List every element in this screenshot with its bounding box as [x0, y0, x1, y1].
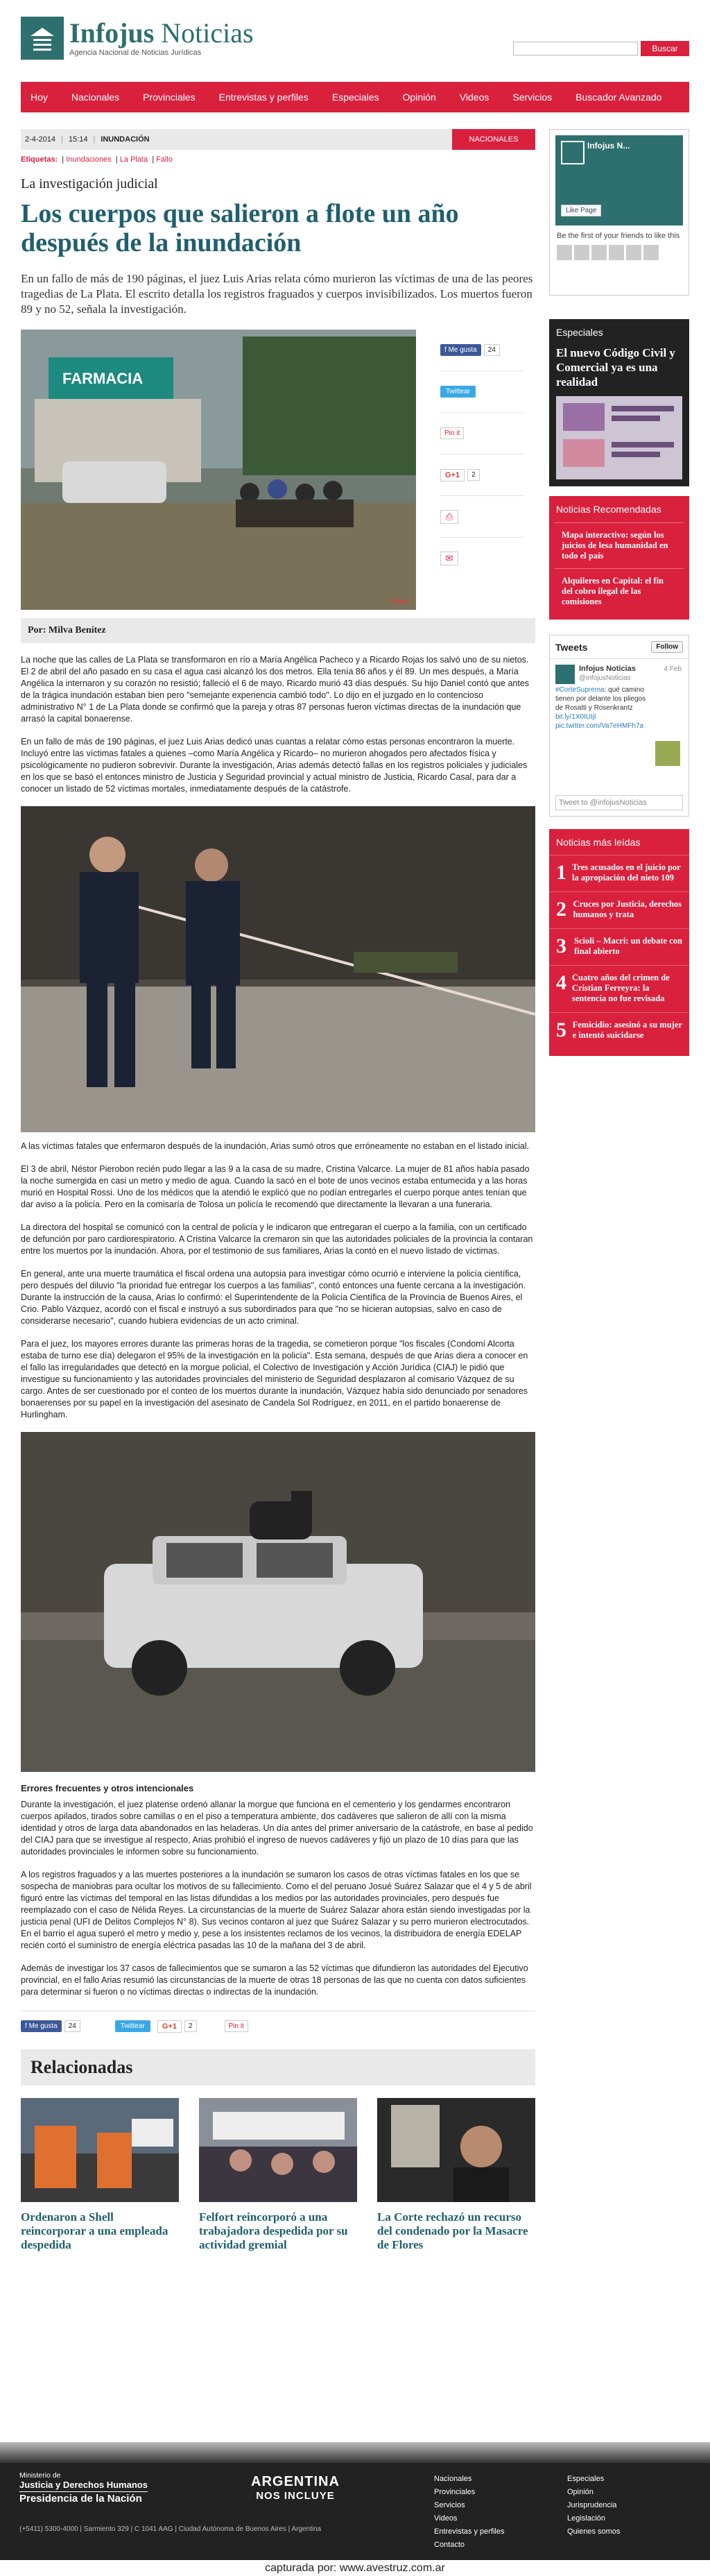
related-grid: [21, 2098, 535, 2252]
most-read-rank: 4: [556, 971, 566, 994]
related-thumb: [199, 2098, 357, 2202]
article-byline: Por: Milva Benítez: [21, 618, 535, 643]
footer-address: (+5411) 5300-4000 | Sarmiento 329 | C 1041 AAG | Ciudad Autónoma de Buenos Aires | Argentina: [19, 2525, 322, 2533]
pin-button[interactable]: Pin it: [225, 2020, 248, 2032]
share-googleplus: [440, 454, 523, 496]
site-header: [0, 0, 710, 82]
most-read-item[interactable]: [549, 892, 689, 929]
hero-sign-text: FARMACIA: [62, 370, 144, 387]
facebook-icon: f: [444, 346, 449, 354]
pin-button[interactable]: Pin it: [440, 427, 464, 439]
nav-item-hoy[interactable]: Hoy: [31, 92, 48, 103]
recommended-title: Noticias Recomendadas: [556, 504, 661, 515]
print-icon[interactable]: ⎙: [440, 510, 458, 524]
paragraph: En general, ante una muerte traumática el fiscal ordena una autopsia para investigar cómo ocurrió e interviene la policía científica, pero después del diluvio "la prioridad fue entregar los cuerpos a las familias", contó entonces una fuente cercana a la investigación. Durante la instrucción de la causa, Arias lo confirmó: el Superintendente de la Policía Científica de la Provincia de Buenos Aires, el Crio. Pablo Vázquez, acordó con el fiscal e instruyó a sus subordinados para que "no se hicieran autopsias, salvo en caso de considerarse necesario", cuando hubiera evidencias de un acto criminal.: [21, 1269, 526, 1326]
tag-link[interactable]: Fallo: [156, 155, 173, 164]
article-lead: En un fallo de más de 190 páginas, el juez Luis Arias relata cómo murieron las víctimas de una de las peores tragedias de La Plata. El escrito detalla los registros fraguados y cuerpos invisibilizados. Los muertos fueron 89 y no 52, señala la investigación.: [21, 272, 533, 316]
especiales-box: [549, 319, 689, 486]
most-read-box: [549, 829, 689, 1056]
share-column: [440, 330, 523, 579]
share-pinterest: [440, 413, 523, 454]
share-twitter: [440, 371, 523, 413]
related-section: [21, 2049, 535, 2252]
footer-link[interactable]: Videos: [434, 2514, 458, 2523]
paragraph: A los registros fraguados y a las muertes posteriores a la inundación se sumaron los casos de otras víctimas fatales en los que se sospecha de maniobras para ocultar los motivos de su fallecimiento. Como el del peruano Josué Suárez Salazar que el 4 y 5 de abril figuró entre las víctimas del temporal en las listas difundidas a los medios por las autoridades provinciales, pero después fue reemplazado con el caso de Nélida Reyes. La circunstancias de la muerte de Suárez Salazar ahora están siendo investigadas por la justicia penal (UFI de Delitos Complejos N° 8). Sus vecinos contaron al juez que Suárez Salazar y su perro murieron electrocutados. En el barrio el agua superó el metro y medio y, pese a los insistentes reclamos de los vecinos, la distribuidora de energía EDELAP recién cortó el suministro de energía eléctrica pasadas las 10 de la mañana del 3 de abril.: [21, 1870, 532, 1950]
tweet-photo[interactable]: [655, 741, 680, 766]
article-photo-2: [21, 1432, 535, 1772]
logo-text: [69, 19, 254, 57]
paragraph: La directora del hospital se comunicó con la central de policía y le indicaron que entregaran el cuerpo a la familia, con un certificado de defunción por paro cardiorespiratorio. A Cristina Valcarce la cremaron sin que las autoridades policiales de la provincia la contaran entre los muertos por la inundación. Ahora, por el testimonio de sus familiares, Arias la contó en el nuevo listado de víctimas.: [21, 1222, 533, 1256]
paragraph: La noche que las calles de La Plata se transformaron en río a María Angélica Pacheco y a Ricardo Rojas los salvó uno de su nietos. El 2 de abril del año pasado en su casa el agua casi alcanzó los dos metros. Ella tenía 86 años y él 89. Un mes después, a María Angélica la internaron y su corazón no resistió; falleció el 6 de mayo. Ricardo murió 43 días después. Su hijo Daniel contó que antes de la trágica inundación estaban bien pero "semejante experiencia cambió todo". Lo dijo en el juzgado en lo contencioso administrativo N° 1 de La Plata donde se confirmó que la pareja y otras 87 personas fueron víctimas directas de la inundación que arrasó la capital bonaerense.: [21, 655, 530, 724]
most-read-item[interactable]: [549, 929, 689, 966]
footer-link[interactable]: Nacionales: [434, 2475, 472, 2483]
tweet-avatar[interactable]: [555, 665, 575, 684]
section-badge[interactable]: NACIONALES: [452, 129, 535, 150]
share-print: [440, 496, 523, 538]
article-photo-1: [21, 806, 535, 1132]
most-read-text[interactable]: Femicidio: asesinó a su mujer e intentó suicidarse: [572, 1020, 682, 1040]
twitter-widget: [549, 635, 689, 817]
tweet-button[interactable]: Twittear: [115, 2020, 150, 2032]
most-read-item[interactable]: [549, 855, 689, 892]
nav-item-opinion[interactable]: Opinión: [402, 92, 436, 103]
footer-link[interactable]: Jurisprudencia: [567, 2501, 617, 2509]
facebook-like-page-button[interactable]: Like Page: [561, 205, 601, 216]
related-thumb: [21, 2098, 179, 2202]
tag-link[interactable]: La Plata: [119, 155, 148, 164]
facebook-page-widget: [549, 129, 689, 296]
nav-item-especiales[interactable]: Especiales: [331, 92, 379, 103]
recommended-item[interactable]: Mapa interactivo: según los juicios de lesa humanidad en todo el país: [555, 522, 684, 568]
related-item[interactable]: [199, 2098, 357, 2252]
gplus-button[interactable]: G+1: [440, 469, 465, 481]
footer-link[interactable]: Provinciales: [434, 2488, 476, 2496]
tweets-header: [550, 636, 689, 659]
hero-photo: [21, 330, 416, 610]
most-read-text[interactable]: Tres acusados en el juicio por la apropiación del nieto 109: [572, 862, 681, 882]
most-read-text[interactable]: Cuatro años del crimen de Cristian Ferreyra: la sentencia no fue revisada: [572, 973, 670, 1003]
paragraph: Para el juez, los mayores errores durante las primeras horas de la tragedia, se cometieron porque "los fiscales (Condomí Alcorta estaba de turno ese día) delegaron el 95% de la investigación en la policía". Esta semana, después de que Arias diera a conocer en el fallo las irregularidades que detectó en la morgue policial, el Colectivo de Investigación y Acción Jurídica (CIAJ) le pidió que investigue su funcionamiento y las autoridades provinciales del ministerio de Seguridad desplazaron al comisario Vázquez de su cargo. Antes de ser cuestionado por el conteo de los muertos durante la inundación, Vázquez había sido denunciado por senadores bonaerenses por su papel en la investigación del asesinato de Candela Sol Rodríguez, en 2011, en el partido bonaerense de Hurlingham.: [21, 1339, 528, 1419]
tweet-body: [555, 685, 652, 731]
search-button[interactable]: Buscar: [641, 41, 689, 56]
article-column: [21, 129, 535, 2252]
sidebar: [549, 129, 689, 1056]
facebook-page-avatar: [561, 141, 585, 164]
tweet-handle[interactable]: @infojusNoticias: [579, 674, 631, 682]
footer-links-1: [434, 2473, 504, 2552]
related-item-title[interactable]: La Corte rechazó un recurso del condenado por la Masacre de Flores: [377, 2210, 528, 2251]
logo-title: Infojus Noticias: [69, 17, 254, 49]
facebook-page-cover[interactable]: [555, 135, 683, 225]
site-footer: [0, 2442, 710, 2560]
follow-button[interactable]: Follow: [651, 641, 683, 653]
especiales-title: Especiales: [556, 327, 603, 338]
most-read-rank: 3: [556, 935, 566, 957]
facebook-page-name[interactable]: Infojus N...: [587, 141, 630, 151]
bottom-share-bar: [21, 2011, 535, 2034]
most-read-text[interactable]: Scioli – Macri: un debate con final abierto: [574, 936, 682, 956]
site-logo[interactable]: [21, 17, 254, 60]
section-subhead: Errores frecuentes y otros intencionales: [21, 1783, 194, 1793]
article-time: 15:14: [68, 135, 88, 144]
nav-item-nacionales[interactable]: Nacionales: [71, 92, 120, 103]
tweet-date[interactable]: 4 Feb: [664, 665, 682, 673]
tweet: [550, 659, 689, 791]
article-headline: Los cuerpos que salieron a flote un año después de la inundación: [21, 199, 459, 257]
tweet-link[interactable]: bit.ly/1X0IUIjl: [555, 713, 596, 721]
article-date: 2-4-2014: [25, 135, 56, 144]
footer-link[interactable]: Quienes somos: [567, 2527, 621, 2536]
footer-link[interactable]: Entrevistas y perfiles: [434, 2527, 505, 2536]
paragraph: El 3 de abril, Néstor Pierobon recién pudo llegar a las 9 a la casa de su madre, Cristina Valcarce. La mujer de 81 años había pasado la noche sumergida en casi un metro y medio de agua. Cuando la sacó en el bote de unos vecinos estaba entumecida y a las horas murió en Hospital Rossi. Uno de los médicos que la atendió le explicó que no podían entregarles el cuerpo porque antes tenían que dar aviso a la policía. Pero en la comisaría de Tolosa un policía le recomendó que directamente la llevaran a una funeraria.: [21, 1164, 530, 1209]
footer-link[interactable]: Especiales: [567, 2475, 605, 2483]
paragraph: Durante la investigación, el juez platense ordenó allanar la morgue que funciona en el cementerio y los gendarmes encontraron cuerpos apilados, tirados sobre camillas o en el piso a temperatura ambiente, dos cadáveres que salieron de allí con la misma identidad y otros de larga data abandonados en las heladeras. Un día antes del primer aniversario de la catástrofe, en base al pedido del CIAJ para que se investigue al respecto, Arias prohibió el ingreso de nuevos cadáveres y fijó un plazo de 10 días para que las autoridades provinciales le informen sobre su funcionamiento.: [21, 1800, 533, 1857]
tweet-text: : qué camino tienen por delante los pliegos de Rosatti y Rosenkrantz: [555, 686, 646, 712]
most-read-text[interactable]: Cruces por Justicia, derechos humanos y trata: [573, 899, 682, 919]
most-read-item[interactable]: [549, 966, 689, 1013]
email-icon[interactable]: ✉: [440, 552, 458, 565]
nav-item-servicios[interactable]: Servicios: [512, 92, 553, 103]
tweet-link[interactable]: pic.twitter.com/Va7eHMFh7a: [555, 722, 644, 730]
related-item-title[interactable]: Felfort reincorporó a una trabajadora despedida por su actividad gremial: [199, 2210, 348, 2251]
tag-link[interactable]: Inundaciones: [66, 155, 112, 164]
article-section[interactable]: INUNDACIÓN: [101, 135, 150, 144]
argentina-logo: ARGENTINA NOS INCLUYE: [251, 2474, 340, 2502]
nav-item-entrevistas[interactable]: Entrevistas y perfiles: [218, 92, 309, 103]
gplus-button[interactable]: G+1: [157, 2020, 182, 2033]
logo-icon: [21, 17, 64, 60]
most-read-rank: 2: [556, 898, 566, 921]
nav-item-buscador[interactable]: Buscador Avanzado: [575, 92, 662, 103]
most-read-item[interactable]: [549, 1013, 689, 1049]
related-thumb: [377, 2098, 535, 2202]
footer-link[interactable]: Servicios: [434, 2501, 465, 2509]
ministry-logo[interactable]: Ministerio de Justicia y Derechos Humanos Presidencia de la Nación: [19, 2471, 148, 2505]
most-read-rank: 5: [556, 1018, 566, 1041]
gplus-count: 2: [467, 469, 480, 481]
most-read-rank: 1: [556, 861, 566, 884]
tweet-hashtag[interactable]: #CorteSuprema: [555, 686, 605, 694]
recommended-box: [549, 496, 689, 620]
footer-links-2: [567, 2473, 620, 2539]
footer-link[interactable]: Legislación: [567, 2514, 606, 2523]
article-meta: 2-4-2014 | 15:14 | INUNDACIÓN NACIONALES: [21, 129, 535, 150]
search-input[interactable]: [513, 42, 638, 56]
facebook-like-button[interactable]: f Me gusta: [440, 344, 481, 356]
article-kicker: La investigación judicial: [21, 176, 158, 191]
share-facebook: [440, 330, 523, 371]
facebook-friend-avatars: [557, 245, 682, 260]
tweet-button[interactable]: Twittear: [440, 386, 476, 398]
share-email: [440, 538, 523, 579]
related-item[interactable]: [377, 2098, 535, 2252]
facebook-friends-text: Be the first of your friends to like this: [557, 232, 680, 240]
related-item-title[interactable]: Ordenaron a Shell reincorporar a una empleada despedida: [21, 2210, 168, 2251]
related-title: Relacionadas: [21, 2049, 535, 2085]
facebook-count: 24: [64, 2020, 80, 2032]
tweet-to-input[interactable]: Tweet to @infojusNoticias: [555, 795, 683, 810]
paragraph: En un fallo de más de 190 páginas, el juez Luis Arias dedicó unas cuantas a relatar cómo estas personas encontraron la muerte. Incluyó entre las víctimas fatales a quienes –como María Angélica y Ricardo– no murieron ahogados pero afectados física y psicológicamente no pudieron sobrevivir. Durante la investigación, Arias además detectó fallas en los registros policiales y judiciales en los que se basó el entonces ministro de Justicia y Seguridad provincial y actual ministro de Justicia, Ricardo Casal, para dar a conocer un listado de 52 víctimas mortales, inmediatamente después de la catástrofe.: [21, 737, 528, 794]
tweet-user[interactable]: Infojus Noticias: [579, 665, 636, 673]
especiales-card-title[interactable]: El nuevo Código Civil y Comercial ya es una realidad: [556, 346, 675, 389]
tags-label: Etiquetas:: [21, 155, 58, 164]
recommended-item[interactable]: Alquileres en Capital: el fin del cobro ilegal de las comisiones: [555, 568, 684, 614]
most-read-title: Noticias más leídas: [549, 829, 689, 855]
related-item[interactable]: [21, 2098, 179, 2252]
photo-credit: Télam: [390, 598, 409, 606]
logo-subtitle: Agencia Nacional de Noticias Jurídicas: [69, 49, 202, 57]
gplus-count: 2: [184, 2020, 197, 2032]
hero-section: [21, 330, 535, 610]
article-body: [21, 654, 535, 1998]
footer-link[interactable]: Contacto: [434, 2541, 465, 2549]
nav-item-provinciales[interactable]: Provinciales: [143, 92, 196, 103]
footer-link[interactable]: Opinión: [567, 2488, 594, 2496]
facebook-icon: f: [25, 2022, 29, 2030]
main-nav: [21, 82, 689, 112]
facebook-count: 24: [484, 344, 500, 356]
tags: Etiquetas: | Inundaciones | La Plata | Fallo: [21, 155, 173, 164]
tweets-title: Tweets: [555, 641, 588, 653]
paragraph: Además de investigar los 37 casos de fallecimientos que se sumaron a las 52 víctimas que difundieron las autoridades del Ejecutivo provincial, en el fallo Arias resumió las circunstancias de la muerte de otras 18 personas de las que no cuenta con datos suficientes para determinar si fueron o no víctimas directas o indirectas de la inundación.: [21, 1963, 528, 1997]
nav-item-videos[interactable]: Videos: [459, 92, 490, 103]
capture-credit: capturada por: www.avestruz.com.ar: [0, 2560, 710, 2576]
especiales-thumb[interactable]: [556, 396, 682, 479]
facebook-like-button[interactable]: f Me gusta: [21, 2020, 62, 2032]
photo-caption: A las víctimas fatales que enfermaron después de la inundación, Arias sumó otros que erróneamente no estaban en el listado inicial.: [21, 1141, 530, 1151]
